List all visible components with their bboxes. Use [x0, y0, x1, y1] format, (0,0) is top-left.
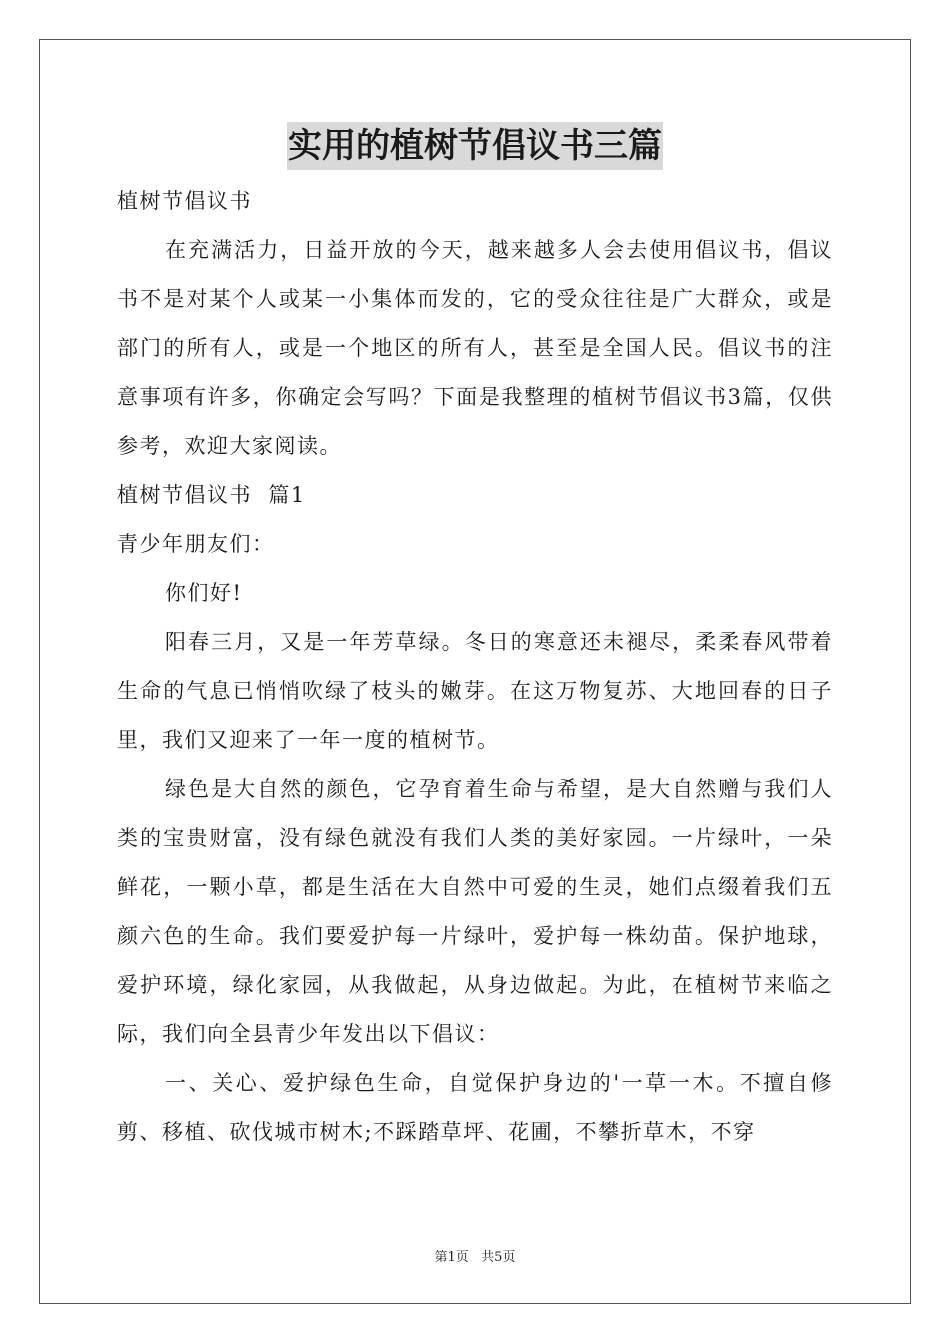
salutation: 青少年朋友们：: [117, 532, 275, 556]
title-container: [0, 122, 950, 170]
section-heading: 植树节倡议书 篇1: [117, 483, 306, 507]
page-footer: 第1页 共5页: [434, 1250, 516, 1265]
greeting: 你们好!: [165, 581, 243, 605]
intro-paragraph: 在充满活力，日益开放的今天，越来越多人会去使用倡议书，倡议书不是对某个人或某一小集体而发的，它的受众往往是广大群众，或是部门的所有人，或是一个地区的所有人，甚至是全国人民。倡议书的注意事项有许多，你确定会写吗？下面是我整理的植树节倡议书3篇，仅供参考，欢迎大家阅读。: [117, 238, 833, 458]
body-paragraph: 绿色是大自然的颜色，它孕育着生命与希望，是大自然赠与我们人类的宝贵财富，没有绿色就没有我们人类的美好家园。一片绿叶，一朵鲜花，一颗小草，都是生活在大自然中可爱的生灵，她们点缀着我们五颜六色的生命。我们要爱护每一片绿叶，爱护每一株幼苗。保护地球，爱护环境，绿化家园，从我做起，从身边做起。为此，在植树节来临之际，我们向全县青少年发出以下倡议：: [117, 777, 833, 1046]
document-body: [117, 177, 833, 1157]
body-paragraph: 阳春三月，又是一年芳草绿。冬日的寒意还未褪尽，柔柔春风带着生命的气息已悄悄吹绿了枝头的嫩芽。在这万物复苏、大地回春的日子里，我们又迎来了一年一度的植树节。: [117, 630, 833, 752]
intro-heading: 植树节倡议书: [117, 189, 252, 213]
body-paragraph: 一、关心、爱护绿色生命，自觉保护身边的'一草一木。不擅自修剪、移植、砍伐城市树木;不踩踏草坪、花圃，不攀折草木，不穿: [117, 1071, 833, 1144]
document-title: 实用的植树节倡议书三篇: [287, 122, 663, 170]
